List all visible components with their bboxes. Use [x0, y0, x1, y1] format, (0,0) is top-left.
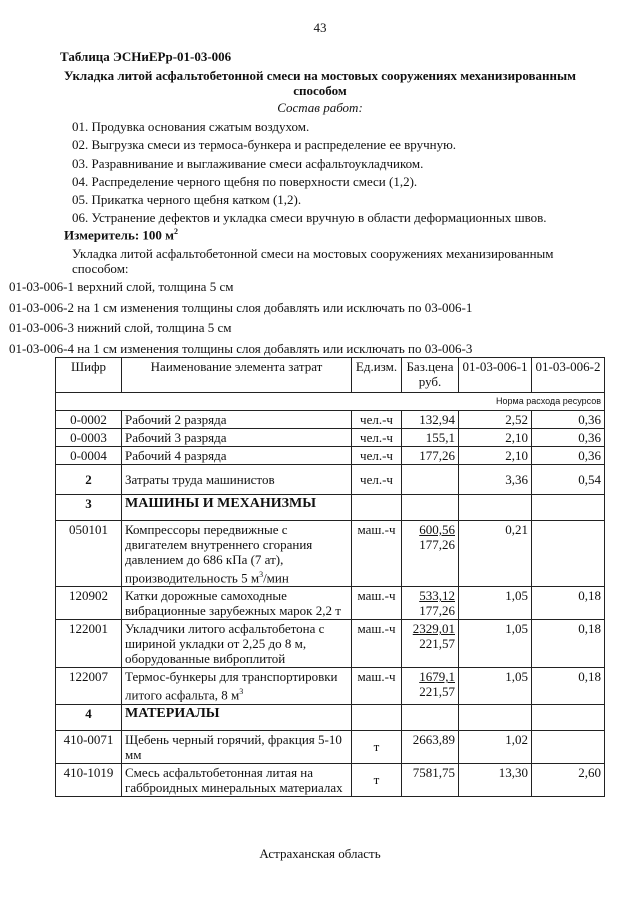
cell-name: Рабочий 4 разряда — [122, 447, 352, 465]
table-row — [56, 411, 605, 429]
section-row-machines — [56, 495, 605, 521]
cell-v2: 0,18 — [532, 587, 605, 620]
table-row — [56, 587, 605, 620]
cell-v2: 0,36 — [532, 447, 605, 465]
code-item: 01-03-006-1 верхний слой, толщина 5 см — [9, 279, 234, 294]
works-heading: Состав работ: — [277, 100, 363, 115]
cell-v2: 0,18 — [532, 668, 605, 704]
table-row — [56, 668, 605, 704]
cell-price: 2329,01 221,57 — [402, 620, 459, 668]
cell-unit: чел.-ч — [352, 411, 402, 429]
cell-name: Рабочий 3 разряда — [122, 429, 352, 447]
cell-name: Рабочий 2 разряда — [122, 411, 352, 429]
cell-v1: 3,36 — [459, 465, 532, 495]
header-col-1: 01-03-006-1 — [459, 358, 532, 393]
cell-v1: 1,05 — [459, 620, 532, 668]
cell-unit: маш.-ч — [352, 521, 402, 587]
work-step: 03. Разравнивание и выглаживание смеси асфальтоукладчиком. — [72, 155, 424, 171]
cell-name: Укладчики литого асфальтобетона с шириной укладки от 2,25 до 8 м, оборудованные виброплитой — [122, 620, 352, 668]
header-price: Баз.цена руб. — [402, 358, 459, 393]
cell-v2: 0,36 — [532, 429, 605, 447]
cell-code: 410-1019 — [56, 763, 122, 796]
section-code: 3 — [56, 495, 122, 521]
header-unit: Ед.изм. — [352, 358, 402, 393]
table-row — [56, 521, 605, 587]
cell-unit: маш.-ч — [352, 668, 402, 704]
section-row-materials — [56, 704, 605, 730]
cell-v1: 1,02 — [459, 730, 532, 763]
cell-name: Компрессоры передвижные с двигателем внутреннего сгорания давлением до 686 кПа (7 ат), производительность 5 $м^3$/мин — [122, 521, 352, 587]
cell-unit: маш.-ч — [352, 620, 402, 668]
table-title: Таблица ЭСНиЕРр-01-03-006 — [60, 49, 232, 64]
cell-code: 410-0071 — [56, 730, 122, 763]
cell-code: 0-0004 — [56, 447, 122, 465]
cell-name: Смесь асфальтобетонная литая на габброидных минеральных материалах — [122, 763, 352, 796]
table-row — [56, 429, 605, 447]
cell-v1: 0,21 — [459, 521, 532, 587]
section-code: 4 — [56, 704, 122, 730]
cell-price: 155,1 — [402, 429, 459, 447]
code-item: 01-03-006-2 на 1 см изменения толщины слоя добавлять или исключать по 03-006-1 — [9, 299, 473, 315]
cell-v1: 2,10 — [459, 429, 532, 447]
table-header-row — [56, 358, 605, 393]
work-step: 06. Устранение дефектов и укладка смеси вручную в области деформационных швов. — [72, 210, 547, 226]
code-item: 01-03-006-3 нижний слой, толщина 5 см — [9, 320, 232, 336]
cell-name: Катки дорожные самоходные вибрационные зарубежных марок 2,2 т — [122, 587, 352, 620]
work-step: 04. Распределение черного щебня по поверхности смеси (1,2). — [72, 173, 418, 189]
code-item: 01-03-006-4 на 1 см изменения толщины слоя добавлять или исключать по 03-006-3 — [9, 341, 473, 357]
section-title: МАТЕРИАЛЫ — [122, 704, 352, 730]
header-col-2: 01-03-006-2 — [532, 358, 605, 393]
cell-v1: 2,52 — [459, 411, 532, 429]
header-name: Наименование элемента затрат — [122, 358, 352, 393]
cell-v1: 1,05 — [459, 587, 532, 620]
cell-price: 177,26 — [402, 447, 459, 465]
cell-v2: 0,54 — [532, 465, 605, 495]
cell-code: 2 — [56, 465, 122, 495]
cell-v1: 2,10 — [459, 447, 532, 465]
table-row-labor — [56, 465, 605, 495]
cell-v1: 1,05 — [459, 668, 532, 704]
cell-price: 7581,75 — [402, 763, 459, 796]
cell-unit: т — [352, 730, 402, 763]
cell-price — [402, 465, 459, 495]
table-row — [56, 763, 605, 796]
cell-unit: т — [352, 763, 402, 796]
work-step: 02. Выгрузка смеси из термоса-бункера и распределение ее вручную. — [72, 137, 457, 153]
cell-code: 120902 — [56, 587, 122, 620]
norm-row — [56, 393, 605, 411]
header-code: Шифр — [56, 358, 122, 393]
section-title: МАШИНЫ И МЕХАНИЗМЫ — [122, 495, 352, 521]
table-row — [56, 730, 605, 763]
cell-code: 0-0002 — [56, 411, 122, 429]
meter-label: Измеритель: 100 $м^2$ — [64, 227, 179, 243]
cell-code: 0-0003 — [56, 429, 122, 447]
table-subtitle: Укладка литой асфальтобетонной смеси на мостовых сооружениях механизированным способом — [63, 68, 577, 98]
cell-v2: 0,18 — [532, 620, 605, 668]
cell-price: 2663,89 — [402, 730, 459, 763]
cell-code: 122007 — [56, 668, 122, 704]
work-steps — [72, 118, 547, 228]
cell-unit: маш.-ч — [352, 587, 402, 620]
footer-region: Астраханская область — [259, 846, 381, 861]
cell-price: 533,12 177,26 — [402, 587, 459, 620]
work-step: 01. Продувка основания сжатым воздухом. — [72, 119, 310, 134]
cell-name: Термос-бункеры для транспортировки литого асфальта, 8 $м^3$ — [122, 668, 352, 704]
cell-unit: чел.-ч — [352, 429, 402, 447]
cell-unit: чел.-ч — [352, 447, 402, 465]
cell-price: 1679,1 221,57 — [402, 668, 459, 704]
code-list — [9, 277, 472, 360]
cell-price: 600,56 177,26 — [402, 521, 459, 587]
work-step: 05. Прикатка черного щебня катком (1,2). — [72, 192, 302, 208]
cell-name: Затраты труда машинистов — [122, 465, 352, 495]
page-number: 43 — [313, 20, 327, 35]
cell-v2: 2,60 — [532, 763, 605, 796]
cell-code: 122001 — [56, 620, 122, 668]
cell-unit: чел.-ч — [352, 465, 402, 495]
meter-description: Укладка литой асфальтобетонной смеси на мостовых сооружениях механизированным способом: — [72, 246, 554, 276]
table-row — [56, 620, 605, 668]
cell-v1: 13,30 — [459, 763, 532, 796]
cell-v2 — [532, 521, 605, 587]
norm-label: Норма расхода ресурсов — [56, 393, 605, 411]
cell-v2: 0,36 — [532, 411, 605, 429]
cell-price: 132,94 — [402, 411, 459, 429]
table-row — [56, 447, 605, 465]
cell-code: 050101 — [56, 521, 122, 587]
cell-v2 — [532, 730, 605, 763]
cell-name: Щебень черный горячий, фракция 5-10 мм — [122, 730, 352, 763]
resources-table — [55, 357, 605, 797]
